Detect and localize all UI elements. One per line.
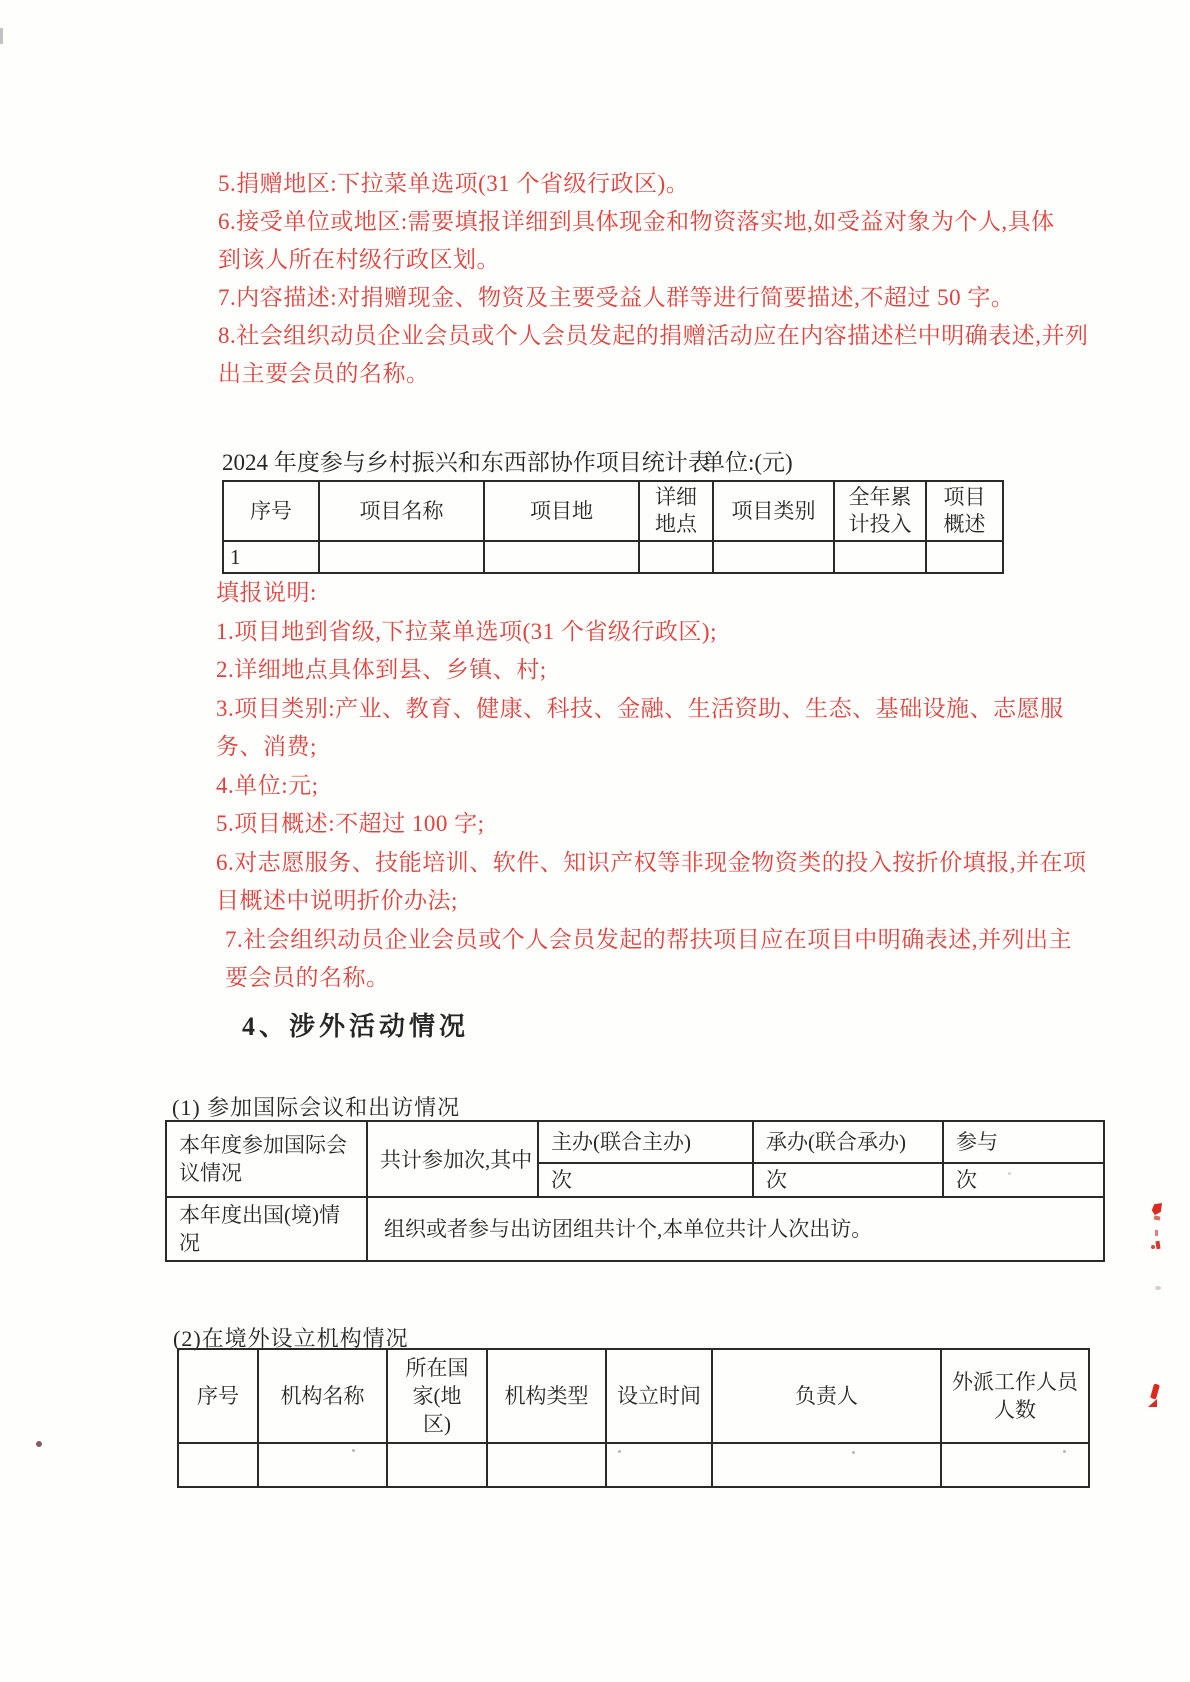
international-activity-table — [165, 1120, 1105, 1262]
column-header: 项目名称 — [319, 481, 484, 541]
note-line: 目概述中说明折价办法; — [216, 888, 458, 913]
table-cell — [834, 541, 926, 573]
note-line: 6.对志愿服务、技能培训、软件、知识产权等非现金物资类的投入按折价填报,并在项 — [216, 849, 1087, 875]
column-header: 全年累计投入 — [834, 481, 926, 541]
column-header: 详细地点 — [639, 481, 713, 541]
column-header: 设立时间 — [606, 1349, 712, 1443]
table-cell — [319, 541, 484, 573]
table-cell: 本年度出国(境)情况 — [166, 1197, 367, 1261]
note-line: 5.项目概述:不超过 100 字; — [216, 811, 485, 836]
red-ink-artifact — [1155, 1230, 1158, 1236]
note-line: 7.社会组织动员企业会员或个人会员发起的帮扶项目应在项目中明确表述,并列出主 — [225, 926, 1072, 952]
table-cell: 1 — [223, 541, 319, 573]
section-heading: 4、涉外活动情况 — [242, 1012, 470, 1041]
column-header: 序号 — [223, 481, 319, 541]
scan-speck — [36, 1441, 42, 1447]
red-ink-artifact — [1150, 1383, 1160, 1399]
fill-notes-block — [216, 574, 1087, 998]
table-title: 2024 年度参与乡村振兴和东西部协作项目统计表 — [222, 450, 711, 475]
subsection-title-overseas: (2)在境外设立机构情况 — [173, 1326, 409, 1351]
overseas-org-table — [177, 1348, 1090, 1488]
note-line: 2.详细地点具体到县、乡镇、村; — [216, 657, 547, 682]
note-line: 8.社会组织动员企业会员或个人会员发起的捐赠活动应在内容描述栏中明确表述,并列 — [218, 323, 1089, 348]
column-header: 负责人 — [712, 1349, 941, 1443]
column-header: 外派工作人员人数 — [941, 1349, 1089, 1443]
column-header: 项目地 — [484, 481, 639, 541]
table-cell — [713, 541, 834, 573]
scan-speck — [0, 28, 3, 44]
project-table-caption — [222, 450, 1142, 476]
table-cell — [926, 541, 1003, 573]
column-header: 机构名称 — [258, 1349, 387, 1443]
rural-projects-table — [222, 480, 1004, 574]
note-line: 7.内容描述:对捐赠现金、物资及主要受益人群等进行简要描述,不超过 50 字。 — [218, 285, 1015, 310]
scan-speck — [1008, 1172, 1011, 1175]
red-ink-artifact — [1150, 1203, 1162, 1215]
note-line: 6.接受单位或地区:需要填报详细到具体现金和物资落实地,如受益对象为个人,具体 — [218, 209, 1055, 234]
scan-speck — [1063, 1450, 1066, 1453]
table-cell — [487, 1443, 606, 1487]
table-cell — [484, 541, 639, 573]
table-cell: 主办(联合主办) — [538, 1121, 753, 1163]
table-cell — [606, 1443, 712, 1487]
red-ink-artifact — [1155, 1241, 1160, 1249]
table-cell — [639, 541, 713, 573]
table-cell — [258, 1443, 387, 1487]
column-header: 序号 — [178, 1349, 258, 1443]
note-line: 4.单位:元; — [216, 772, 319, 798]
note-line: 到该人所在村级行政区划。 — [218, 247, 500, 272]
column-header: 项目概述 — [926, 481, 1003, 541]
unit-label: 单位:(元) — [702, 450, 793, 475]
note-line: 出主要会员的名称。 — [218, 361, 430, 386]
table-cell — [387, 1443, 487, 1487]
scan-speck — [618, 1450, 621, 1453]
table-cell: 承办(联合承办) — [753, 1121, 943, 1163]
scan-speck — [852, 1451, 855, 1454]
note-line: 务、消费; — [216, 734, 317, 759]
fill-notes-heading: 填报说明: — [216, 580, 317, 605]
note-line: 要会员的名称。 — [225, 965, 390, 990]
note-line: 5.捐赠地区:下拉菜单选项(31 个省级行政区)。 — [218, 171, 690, 196]
table-cell: 参与 — [943, 1121, 1104, 1163]
table-cell: 组织或者参与出访团组共计个,本单位共计人次出访。 — [367, 1197, 1104, 1261]
red-ink-artifact — [1148, 1399, 1157, 1407]
column-header: 项目类别 — [713, 481, 834, 541]
column-header: 所在国家(地区) — [387, 1349, 487, 1443]
table-cell — [178, 1443, 258, 1487]
table-cell: 次 — [753, 1163, 943, 1197]
table-cell: 共计参加次,其中 — [367, 1121, 538, 1197]
subsection-title-intl: (1) 参加国际会议和出访情况 — [172, 1095, 461, 1120]
table-cell — [712, 1443, 941, 1487]
column-header: 机构类型 — [487, 1349, 606, 1443]
table-cell: 次 — [538, 1163, 753, 1197]
scan-speck — [1155, 1286, 1161, 1290]
table-cell: 次 — [943, 1163, 1104, 1197]
table-cell — [941, 1443, 1089, 1487]
note-line: 1.项目地到省级,下拉菜单选项(31 个省级行政区); — [216, 618, 717, 644]
red-ink-artifact — [1151, 1245, 1155, 1249]
scan-speck — [352, 1449, 355, 1452]
note-line: 3.项目类别:产业、教育、健康、科技、金融、生活资助、生态、基础设施、志愿服 — [216, 695, 1064, 721]
donation-notes-block — [218, 165, 1089, 393]
red-ink-artifact — [1154, 1215, 1161, 1220]
table-cell: 本年度参加国际会议情况 — [166, 1121, 367, 1197]
